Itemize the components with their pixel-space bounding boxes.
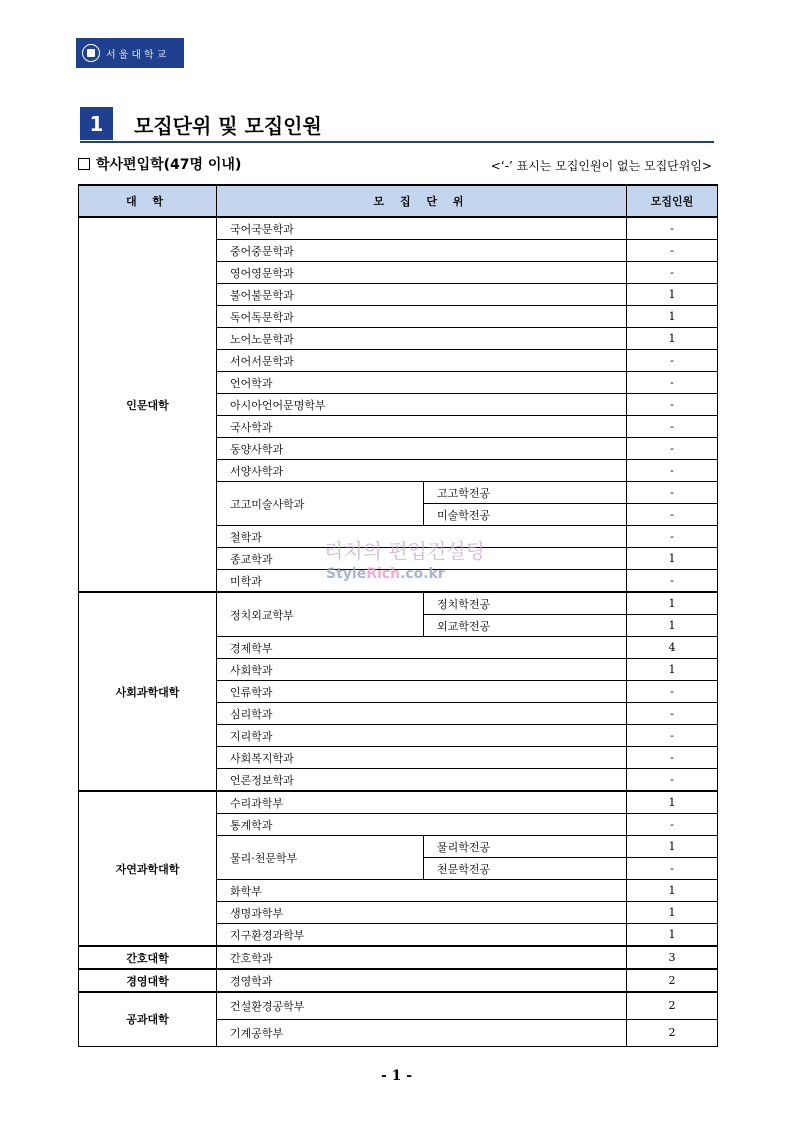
major-name: 고고학전공: [424, 482, 627, 504]
unit-name: 통계학과: [217, 814, 627, 836]
watermark-rich: Rich: [366, 566, 401, 582]
count-cell: 2: [627, 1019, 718, 1046]
table-row: [79, 217, 718, 240]
unit-name: 지리학과: [217, 725, 627, 747]
unit-name: 미학과: [217, 570, 627, 593]
table-row: [79, 946, 718, 969]
unit-name: 간호학과: [217, 946, 627, 969]
college-name: 자연과학대학: [79, 791, 217, 946]
count-cell: -: [627, 747, 718, 769]
count-cell: -: [627, 570, 718, 593]
count-cell: 1: [627, 880, 718, 902]
college-name: 간호대학: [79, 946, 217, 969]
unit-name: 사회복지학과: [217, 747, 627, 769]
count-cell: 1: [627, 328, 718, 350]
unit-name: 물리·천문학부: [217, 836, 424, 880]
count-cell: -: [627, 769, 718, 792]
college-name: 공과대학: [79, 992, 217, 1046]
unit-name: 사회학과: [217, 659, 627, 681]
unit-name: 아시아언어문명학부: [217, 394, 627, 416]
watermark-style: Style: [326, 566, 367, 582]
unit-name: 서어서문학과: [217, 350, 627, 372]
unit-name: 건설환경공학부: [217, 992, 627, 1019]
subhead-note: <‘-’ 표시는 모집인원이 없는 모집단위임>: [490, 159, 712, 173]
unit-name: 생명과학부: [217, 902, 627, 924]
unit-name: 독어독문학과: [217, 306, 627, 328]
watermark-domain: .co.kr: [400, 566, 445, 582]
college-name: 인문대학: [79, 217, 217, 592]
count-cell: -: [627, 372, 718, 394]
section-number: 1: [80, 107, 113, 140]
count-cell: 1: [627, 902, 718, 924]
unit-name: 국사학과: [217, 416, 627, 438]
count-cell: 1: [627, 306, 718, 328]
college-name: 경영대학: [79, 969, 217, 992]
header-count: 모집인원: [627, 185, 718, 217]
count-cell: -: [627, 460, 718, 482]
table-row: [79, 791, 718, 814]
section-divider: [80, 141, 714, 143]
count-cell: -: [627, 526, 718, 548]
unit-name: 서양사학과: [217, 460, 627, 482]
watermark-line2: [326, 566, 445, 582]
table-row: [79, 992, 718, 1019]
header-college: 대 학: [79, 185, 217, 217]
table-row: [79, 969, 718, 992]
table-header-row: [79, 185, 718, 217]
unit-name: 불어불문학과: [217, 284, 627, 306]
unit-name: 노어노문학과: [217, 328, 627, 350]
count-cell: 1: [627, 592, 718, 615]
unit-name: 고고미술사학과: [217, 482, 424, 526]
college-name: 사회과학대학: [79, 592, 217, 791]
unit-name: 경영학과: [217, 969, 627, 992]
count-cell: -: [627, 814, 718, 836]
major-name: 천문학전공: [424, 858, 627, 880]
admission-table: [78, 184, 718, 1047]
count-cell: 3: [627, 946, 718, 969]
count-cell: 1: [627, 615, 718, 637]
count-cell: 1: [627, 659, 718, 681]
unit-name: 언어학과: [217, 372, 627, 394]
unit-name: 국어국문학과: [217, 217, 627, 240]
subhead-title: 학사편입학(47명 이내): [96, 157, 242, 173]
count-cell: -: [627, 504, 718, 526]
count-cell: 1: [627, 791, 718, 814]
unit-name: 정치외교학부: [217, 592, 424, 637]
logo-text: 서울대학교: [106, 49, 170, 61]
unit-name: 언론정보학과: [217, 769, 627, 792]
major-name: 미술학전공: [424, 504, 627, 526]
unit-name: 수리과학부: [217, 791, 627, 814]
count-cell: -: [627, 438, 718, 460]
count-cell: -: [627, 681, 718, 703]
count-cell: -: [627, 725, 718, 747]
unit-name: 경제학부: [217, 637, 627, 659]
count-cell: -: [627, 262, 718, 284]
page-number: - 1 -: [380, 1068, 413, 1084]
unit-name: 중어중문학과: [217, 240, 627, 262]
count-cell: -: [627, 240, 718, 262]
header-unit: 모 집 단 위: [217, 185, 627, 217]
count-cell: 1: [627, 836, 718, 858]
section-title: 모집단위 및 모집인원: [134, 114, 322, 138]
university-logo: [76, 38, 184, 68]
table-body: [79, 217, 718, 1046]
count-cell: -: [627, 416, 718, 438]
unit-name: 지구환경과학부: [217, 924, 627, 947]
watermark-line1: 리치의 편입컨설팅: [324, 539, 485, 563]
unit-name: 동양사학과: [217, 438, 627, 460]
count-cell: 1: [627, 924, 718, 947]
count-cell: 4: [627, 637, 718, 659]
unit-name: 철학과: [217, 526, 627, 548]
count-cell: -: [627, 394, 718, 416]
unit-name: 기계공학부: [217, 1019, 627, 1046]
subhead: [78, 154, 241, 174]
count-cell: 1: [627, 548, 718, 570]
major-name: 물리학전공: [424, 836, 627, 858]
count-cell: -: [627, 703, 718, 725]
checkbox-square-icon: [78, 158, 90, 170]
count-cell: 1: [627, 284, 718, 306]
table-row: [79, 592, 718, 615]
count-cell: -: [627, 350, 718, 372]
count-cell: -: [627, 482, 718, 504]
unit-name: 심리학과: [217, 703, 627, 725]
count-cell: 2: [627, 992, 718, 1019]
count-cell: 2: [627, 969, 718, 992]
major-name: 외교학전공: [424, 615, 627, 637]
unit-name: 영어영문학과: [217, 262, 627, 284]
university-seal-icon: [82, 44, 100, 62]
unit-name: 종교학과: [217, 548, 627, 570]
unit-name: 인류학과: [217, 681, 627, 703]
count-cell: -: [627, 858, 718, 880]
count-cell: -: [627, 217, 718, 240]
major-name: 정치학전공: [424, 592, 627, 615]
unit-name: 화학부: [217, 880, 627, 902]
